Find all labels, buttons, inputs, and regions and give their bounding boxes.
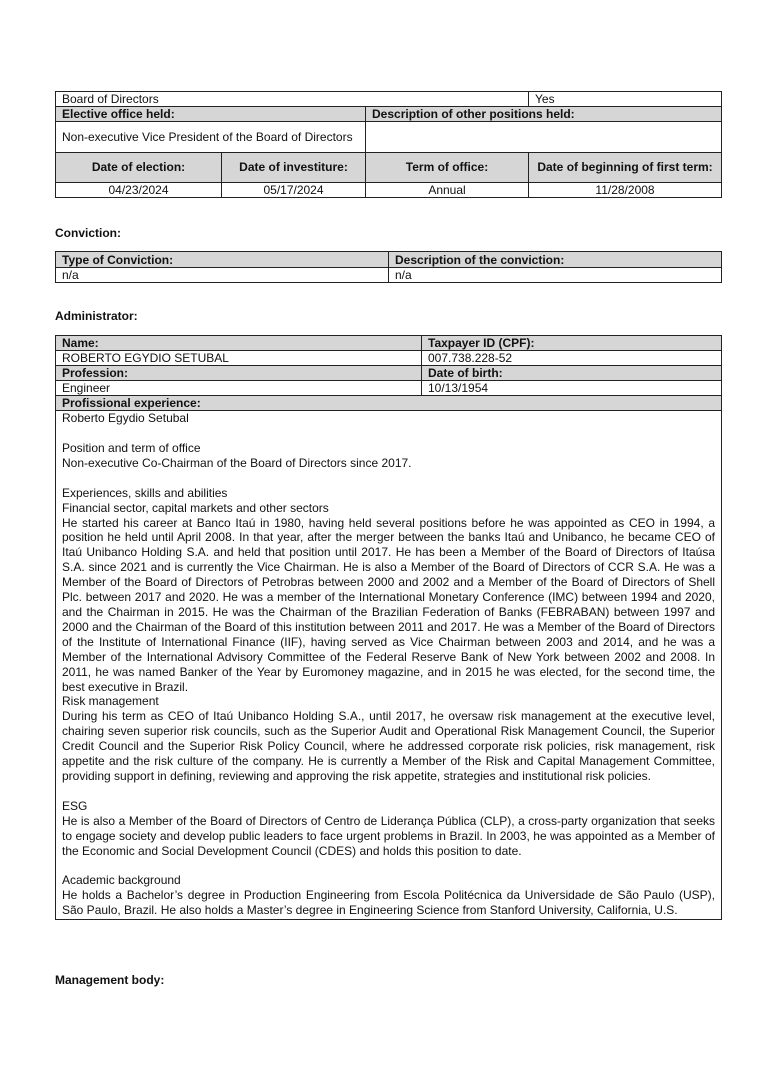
name-header: Name:	[56, 336, 422, 351]
term-of-office-value: Annual	[366, 183, 529, 198]
administrator-table	[55, 335, 722, 920]
other-positions-value	[366, 122, 722, 153]
conviction-type-value: n/a	[56, 268, 389, 283]
experiences-title: Experiences, skills and abilities	[62, 485, 228, 500]
conviction-type-header: Type of Conviction:	[56, 252, 389, 268]
birth-value: 10/13/1954	[422, 381, 722, 396]
other-positions-header: Description of other positions held:	[366, 107, 722, 122]
cpf-header: Taxpayer ID (CPF):	[422, 336, 722, 351]
term-of-office-header: Term of office:	[366, 153, 529, 183]
risk-title: Risk management	[62, 694, 159, 709]
management-body-title: Management body:	[55, 973, 165, 987]
esg-title: ESG	[62, 798, 88, 813]
experiences-text: He started his career at Banco Itaú in 1980, having held several positions before he was appointed as CEO in 1994, a position he held until April 2008. In that year, after the merger between the banks Itaú and Unibanco, he became CEO of Itaú Unibanco Holding S.A. and held that position until 2017. He has been a Member of the Board of Directors of Itaúsa S.A. since 2021 and is currently the Vice Chairman. He is also a Member of the Board of Directors of CCR S.A. He was a Member of the Board of Directors of Petrobras between 2000 and 2002 and a Member of the Board of Directors of Shell Plc. between 2017 and 2020. He was a member of the International Monetary Conference (IMC) between 1994 and 2020, and the Chairman in 2015. He was the Chairman of the Brazilian Federation of Banks (FEBRABAN) between 1997 and 2000 and the Chairman of the Board of this institution between 2011 and 2017. He was a Member of the Board of Directors of the Institute of International Finance (IIF), having served as Vice Chairman between 2003 and 2014, and he was a Member of the International Advisory Committee of the Federal Reserve Bank of New York between 2002 and 2008. In 2011, he was named Banker of the Year by Euromoney magazine, and in 2015 he was elected, for the second time, the best executive in Brazil.	[62, 515, 715, 694]
conviction-description-value: n/a	[389, 268, 722, 283]
profession-value: Engineer	[56, 381, 422, 396]
esg-text: He is also a Member of the Board of Directors of Centro de Liderança Pública (CLP), a cross-party organization that seeks to engage society and develop public leaders to face urgent problems in Brazil. In 2003, he was appointed as a Member of the Economic and Social Development Council (CDES) and holds this position to date.	[62, 813, 715, 858]
academic-text: He holds a Bachelor’s degree in Production Engineering from Escola Politécnica da Universidade de São Paulo (USP), São Paulo, Brazil. He also holds a Master’s degree in Engineering Science from Stanford University, California, U.S.	[62, 888, 715, 918]
first-term-date-value: 11/28/2008	[529, 183, 722, 198]
profession-header: Profession:	[56, 366, 422, 381]
experience-text-block	[56, 411, 722, 920]
name-value: ROBERTO EGYDIO SETUBAL	[56, 351, 422, 366]
experiences-subtitle: Financial sector, capital markets and other sectors	[62, 500, 329, 515]
experience-name-line: Roberto Egydio Setubal	[62, 411, 189, 425]
position-text: Non-executive Co-Chairman of the Board of Directors since 2017.	[62, 455, 412, 470]
management-body-value: Yes	[529, 92, 722, 107]
board-table	[55, 91, 722, 198]
first-term-date-header: Date of beginning of first term:	[529, 153, 722, 183]
elective-office-value: Non-executive Vice President of the Board of Directors	[56, 122, 366, 153]
position-title: Position and term of office	[62, 440, 201, 455]
conviction-table	[55, 251, 722, 283]
date-of-election-value: 04/23/2024	[56, 183, 222, 198]
elective-office-header: Elective office held:	[56, 107, 366, 122]
conviction-title: Conviction:	[55, 226, 121, 240]
risk-text: During his term as CEO of Itaú Unibanco Holding S.A., until 2017, he oversaw risk management at the executive level, chairing seven superior risk councils, such as the Superior Audit and Operational Risk Management Council, the Superior Credit Council and the Superior Risk Policy Council, where he addressed corporate risk policies, risk management, risk appetite and the risk culture of the company. He is currently a Member of the Risk and Capital Management Committee, providing support in defining, reviewing and approving the risk appetite, strategies and institutional risk policies.	[62, 709, 715, 783]
experience-header: Profissional experience:	[56, 396, 722, 411]
management-body-label: Board of Directors	[56, 92, 529, 107]
date-of-investiture-header: Date of investiture:	[222, 153, 366, 183]
cpf-value: 007.738.228-52	[422, 351, 722, 366]
academic-title: Academic background	[62, 873, 181, 888]
birth-header: Date of birth:	[422, 366, 722, 381]
date-of-election-header: Date of election:	[56, 153, 222, 183]
administrator-title: Administrator:	[55, 309, 138, 323]
conviction-description-header: Description of the conviction:	[389, 252, 722, 268]
date-of-investiture-value: 05/17/2024	[222, 183, 366, 198]
